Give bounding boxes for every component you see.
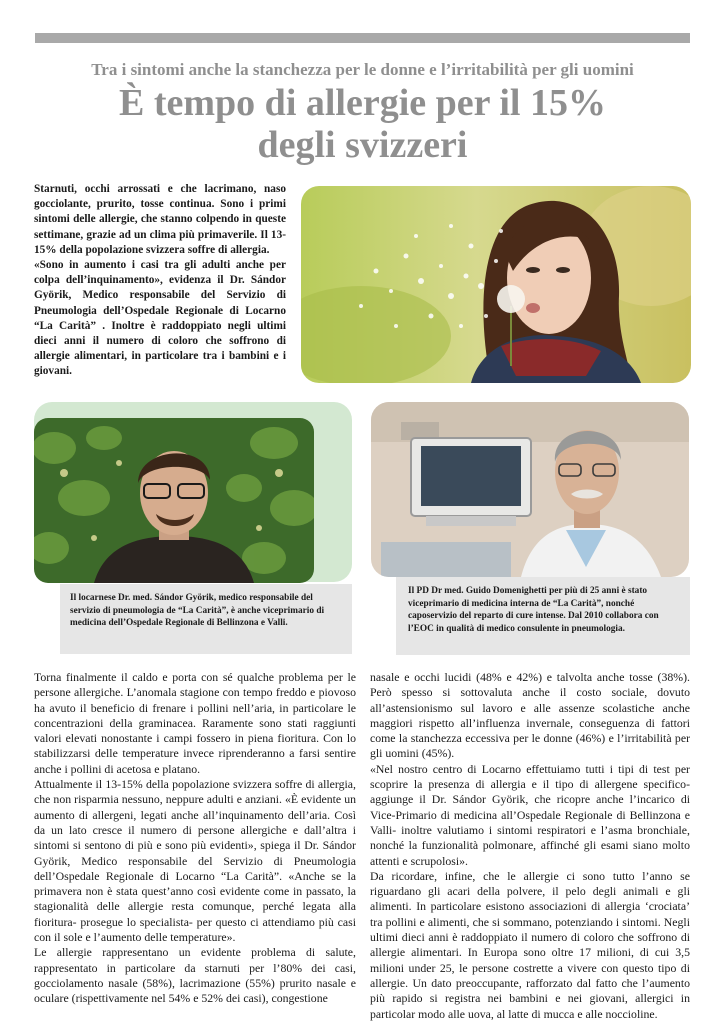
photo-caption-left: Il locarnese Dr. med. Sándor Györik, medico responsabile del servizio di pneumologia de “La Carità”, è anche viceprimario di medicina dell’Ospedale Regionale di Bellinzona e Valli.: [60, 584, 352, 654]
body-column-right: [370, 670, 690, 1022]
body-paragraph: Torna finalmente il caldo e porta con sé qualche problema per le persone allergiche. L’anomala stagione con tempo freddo e piovoso ha avuto il beneficio di frenare i pollini nell’aria, in particolare le concentrazioni della graminacea. Raramente sono stati raggiunti valori elevati nonostante i campi fossero in piena fioritura. Con lo stabilizzarsi delle temperature invece riprenderanno a farsi sentire anche i pollini di acetosa e platano.: [34, 670, 356, 776]
body-paragraph: nasale e occhi lucidi (48% e 42%) e talvolta anche tosse (38%). Però spesso si sottovaluta anche il costo sociale, dovuto all’astensionismo sul lavoro e alle assenze scolastiche anche maggiori rispetto all’influenza invernale, conseguenza di fattori come la stanchezza eccessiva per le donne (46%) e l’irritabilità per gli uomini (45%).: [370, 670, 690, 761]
top-rule: [35, 33, 690, 43]
doctor-domenighetti-photo: [371, 402, 689, 577]
body-paragraph: «Nel nostro centro di Locarno effettuiamo tutti i tipi di test per scoprire la presenza di allergia e il tipo di allergene specifico- aggiunge il Dr. Sándor Györik, che ricopre anche l’incarico di Vice-Primario di medicina all’Ospedale Regionale di Bellinzona e Valli- inoltre valutiamo i sintomi respiratori e l’asma bronchiale, nonché la funzionalità polmonare, affinché gli esami siano molto attenti e scrupolosi».: [370, 761, 690, 868]
body-column-left: [34, 670, 356, 1007]
article-title: [0, 82, 725, 166]
title-line-2: degli svizzeri: [257, 124, 468, 166]
body-paragraph: Da ricordare, infine, che le allergie ci sono tutto l’anno se riguardano gli acari della polvere, il pelo degli animali e gli alimenti. In particolare esistono associazioni di allergia ‘crociata’ tra pollini e alimenti, che si sommano, potenziando i sintomi. Negli ultimi dieci anni è raddoppiato il numero di coloro che soffrono di allergie alimentari. In Europa sono oltre 17 milioni, di cui 3,5 milioni under 25, le persone costrette a vivere con questo tipo di allergie. Un dato preoccupante, rafforzato dal fatto che l’aumento più rapido si registra nei bambini e nei giovani, allergici in particolar modo alle uova, al latte di mucca e alle noccioline.: [370, 868, 690, 1021]
article-subtitle: Tra i sintomi anche la stanchezza per le donne e l’irritabilità per gli uomini: [91, 60, 634, 79]
intro-paragraph: «Sono in aumento i casi tra gli adulti anche per colpa dell’inquinamento», evidenza il Dr. Sándor Györik, Medico responsabile del Servizio di Pneumologia dell’Ospedale Regionale di Locarno “La Carità” . Inoltre è raddoppiato negli ultimi dieci anni il numero di coloro che soffrono di allergie alimentari, in particolare tra i bambini e i giovani.: [34, 259, 286, 378]
body-paragraph: Attualmente il 13-15% della popolazione svizzera soffre di allergia, che non risparmia nessuno, neppure adulti e anziani. «È evidente un aumento di allergeni, legati anche all’inquinamento dell’aria. Così da un lato cresce il numero di persone allergiche e dall’altra i sintomi si sentono di più e sono più evidenti», spiega il Dr. Sándor Györik, Medico responsabile del Servizio di Pneumologia dell’Ospedale Regionale di Locarno “La Carità”. «Anche se la primavera non è stata quest’anno così evidente come in passato, la stagionalità delle allergie resta comunque, perché legata alla fioritura- prosegue lo specialista- per questo ci attendiamo più casi con il sole e l’aumento delle temperature».: [34, 777, 356, 945]
title-line-1: È tempo di allergie per il 15%: [119, 82, 606, 124]
intro-paragraph: Starnuti, occhi arrossati e che lacrimano, naso gocciolante, prurito, tosse continua. Sono i primi sintomi delle allergie, che stanno colpendo in queste settimane, grazie ad un clima più primaverile. Il 13-15% della popolazione svizzera soffre di allergia.: [34, 183, 286, 256]
photo-caption-right: Il PD Dr med. Guido Domenighetti per più di 25 anni è stato viceprimario di medicina interna de “La Carità”, nonché caposervizio del reparto di cure intense. Dal 2010 collabora con l’EOC in qualità di medico consulente in pneumologia.: [396, 577, 690, 655]
body-paragraph: Le allergie rappresentano un evidente problema di salute, rappresentato in particolare da starnuti per l’80% dei casi, gocciolamento nasale (58%), lacrimazione (55%) prurito nasale e oculare (rispettivamente nel 54% e 52% dei casi), congestione: [34, 945, 356, 1006]
intro-text: [34, 182, 286, 380]
doctor-gyorik-photo: [34, 418, 314, 583]
woman-dandelion-photo: [301, 186, 691, 383]
